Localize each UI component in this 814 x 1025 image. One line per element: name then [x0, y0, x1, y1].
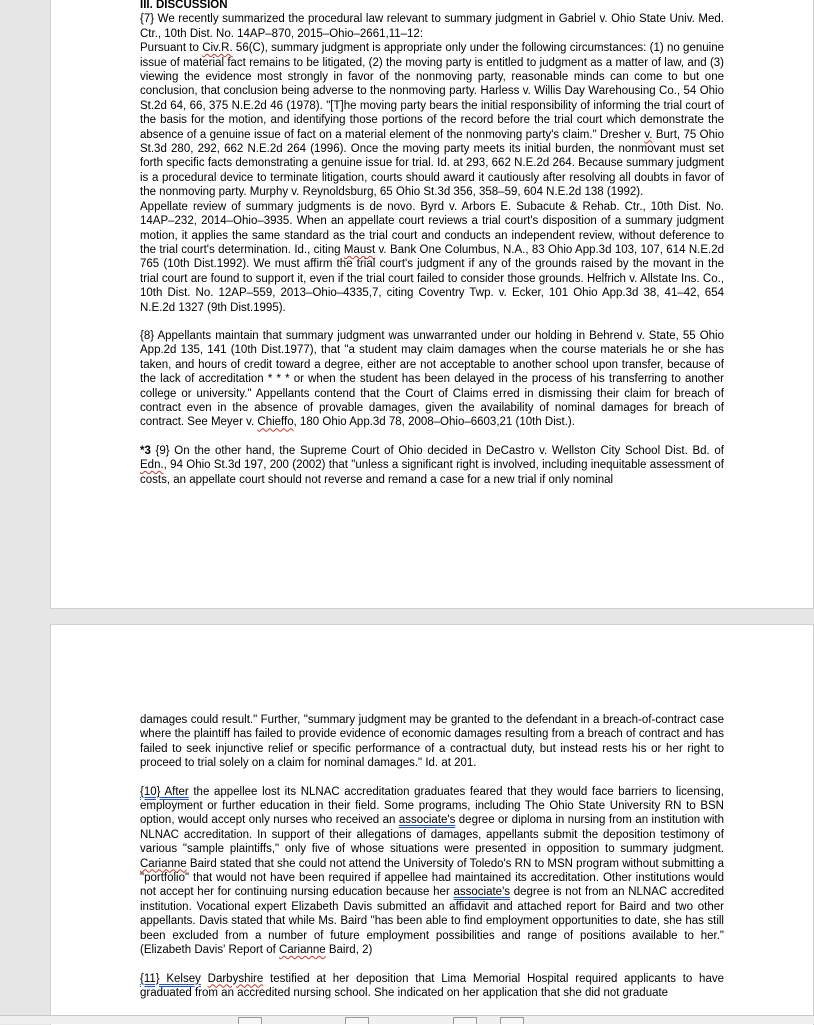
view-mode-button[interactable] — [238, 1017, 262, 1024]
view-mode-button[interactable] — [500, 1017, 524, 1024]
spelling-flag[interactable]: Carianne — [278, 944, 326, 957]
spelling-flag[interactable]: Darbyshire — [207, 972, 264, 985]
grammar-flag[interactable]: {11} Kelsey — [140, 972, 201, 985]
view-mode-button[interactable] — [453, 1017, 477, 1024]
paragraph-7-intro: {7} We recently summarized the procedural law relevant to summary judgment in Gabriel v. Ohio State Univ. Med. Ctr., 10th Dist. No. 14AP–870, 2015–Ohio–2661,11–12: — [140, 13, 724, 40]
view-mode-button[interactable] — [345, 1017, 369, 1024]
page-2-text — [140, 713, 724, 1014]
paragraph-7-quote-2: Appellate review of summary judgments is de novo. Byrd v. Arbors E. Subacute & Rehab. Ctr., 10th Dist. No. 14AP–232, 2014–Ohio–3935. When an appellate court reviews a trial court's disposition of a summary judgment motion, it applies the same standard as the trial court and conducts an independent review, without deference to the trial court's determination. Id., citing Maust v. Bank One Columbus, N.A., 83 Ohio App.3d 103, 107, 614 N.E.2d 765 (10th Dist.1992). We must affirm the trial court's judgment if any of the grounds raised by the movant in the trial court are found to support it, even if the trial court failed to consider those grounds. Helfrich v. Allstate Ins. Co., 10th Dist. No. 12AP–559, 2013–Ohio–4335,7, citing Coventry Twp. v. Ecker, 101 Ohio App.3d 38, 41–42, 654 N.E.2d 1327 (9th Dist.1995). — [140, 200, 724, 314]
grammar-flag[interactable]: {10} After — [140, 785, 189, 798]
page-1-text — [140, 0, 724, 501]
spelling-flag[interactable]: v. — [644, 128, 653, 141]
document-page-1 — [50, 0, 814, 609]
status-bar — [0, 1015, 814, 1024]
spelling-flag[interactable]: Chieffo — [257, 416, 294, 429]
page-star-marker: *3 — [140, 444, 151, 457]
paragraph-10: {10} After the appellee lost its NLNAC accreditation graduates feared that they would face barriers to licensing, employment or further education in their field. Some programs, including The Ohio State University RN to BSN option, would accept only nurses who received an associate's degree or diploma in nursing from an institution with NLNAC accreditation. In support of their allegations of damages, appellants submit the deposition testimony of various "sample plaintiffs," only five of whose situations were presented in opposition to summary judgment. Carianne Baird stated that she could not attend the University of Toledo's RN to MSN program without submitting a "portfolio" that would not have been required if appellee had maintained its accreditation. Other institutions would not accept her for continuing nursing education because her associate's degree is not from an NLNAC accredited institution. Vocational expert Elizabeth Davis submitted an affidavit and attached report for Baird and two other appellants. Davis stated that while Ms. Baird "has been able to find employment opportunities to date, she has still been excluded from a number of future employment possibilities and range of positions available to her." (Elizabeth Davis' Report of Carianne Baird, 2) — [140, 785, 724, 957]
grammar-flag[interactable]: associate's — [453, 886, 511, 899]
spelling-flag[interactable]: Civ.R. — [202, 42, 233, 55]
paragraph-9-continued: damages could result." Further, "summary judgment may be granted to the defendant in a breach-of-contract case where the plaintiff has failed to provide evidence of economic damages resulting from a breach of contract and has failed to seek injunctive relief or specific performance of a contractual duty, but instead rests his or her right to proceed to trial solely on a claim for nominal damages." Id. at 201. — [140, 714, 724, 770]
spelling-flag[interactable]: Carianne — [140, 857, 187, 870]
grammar-flag[interactable]: associate's — [398, 814, 456, 827]
paragraph-11: {11} Kelsey Darbyshire testified at her deposition that Lima Memorial Hospital required applicants to have graduated from an accredited nursing school. She indicated on her application that she did not graduate — [140, 972, 724, 999]
section-heading: III. DISCUSSION — [140, 0, 228, 11]
spelling-flag[interactable]: Maust — [343, 243, 376, 256]
document-page-2 — [50, 624, 814, 1025]
spelling-flag[interactable]: Edn. — [140, 459, 164, 472]
paragraph-8: {8} Appellants maintain that summary judgment was unwarranted under our holding in Behrend v. State, 55 Ohio App.2d 135, 141 (10th Dist.1977), that "a student may claim damages when the course materials he or she has taken, and hours of credit toward a degree, either are not acceptable to another school upon transfer, because of the lack of accreditation * * * or when the student has been delayed in the process of his transferring to another college or university." Appellants contend that the Court of Claims erred in dismissing their claim for breach of contract even in the absence of provable damages, given the availability of nominal damages for breach of contract. See Meyer v. Chieffo, 180 Ohio App.3d 78, 2008–Ohio–6603,21 (10th Dist.). — [140, 329, 724, 429]
paragraph-7-quote-1: Pursuant to Civ.R. 56(C), summary judgment is appropriate only under the following circumstances: (1) no genuine issue of material fact remains to be litigated, (2) the moving party is entitled to judgment as a matter of law, and (3) viewing the evidence most strongly in favor of the nonmoving party, reasonable minds can come to but one conclusion, that conclusion being adverse to the nonmoving party. Harless v. Willis Day Warehousing Co., 54 Ohio St.2d 64, 66, 375 N.E.2d 46 (1978). "[T]he moving party bears the initial responsibility of informing the trial court of the basis for the motion, and identifying those portions of the record before the trial court which demonstrate the absence of a genuine issue of fact on a material element of the nonmoving party's claim." Dresher v. Burt, 75 Ohio St.3d 280, 292, 662 N.E.2d 264 (1996). Once the moving party meets its initial burden, the nonmovant must set forth specific facts demonstrating a genuine issue for trial. Id. at 293, 662 N.E.2d 264. Because summary judgment is a procedural device to terminate litigation, courts should award it cautiously after resolving all doubts in favor of the nonmoving party. Murphy v. Reynoldsburg, 65 Ohio St.3d 356, 358–59, 604 N.E.2d 138 (1992). — [140, 42, 724, 199]
paragraph-9: *3 {9} On the other hand, the Supreme Court of Ohio decided in DeCastro v. Wellston City School Dist. Bd. of Edn., 94 Ohio St.3d 197, 200 (2002) that "unless a significant right is involved, including inequitable assessment of costs, an appellate court should not reverse and remand a case for a new trial if only nominal — [140, 444, 724, 486]
